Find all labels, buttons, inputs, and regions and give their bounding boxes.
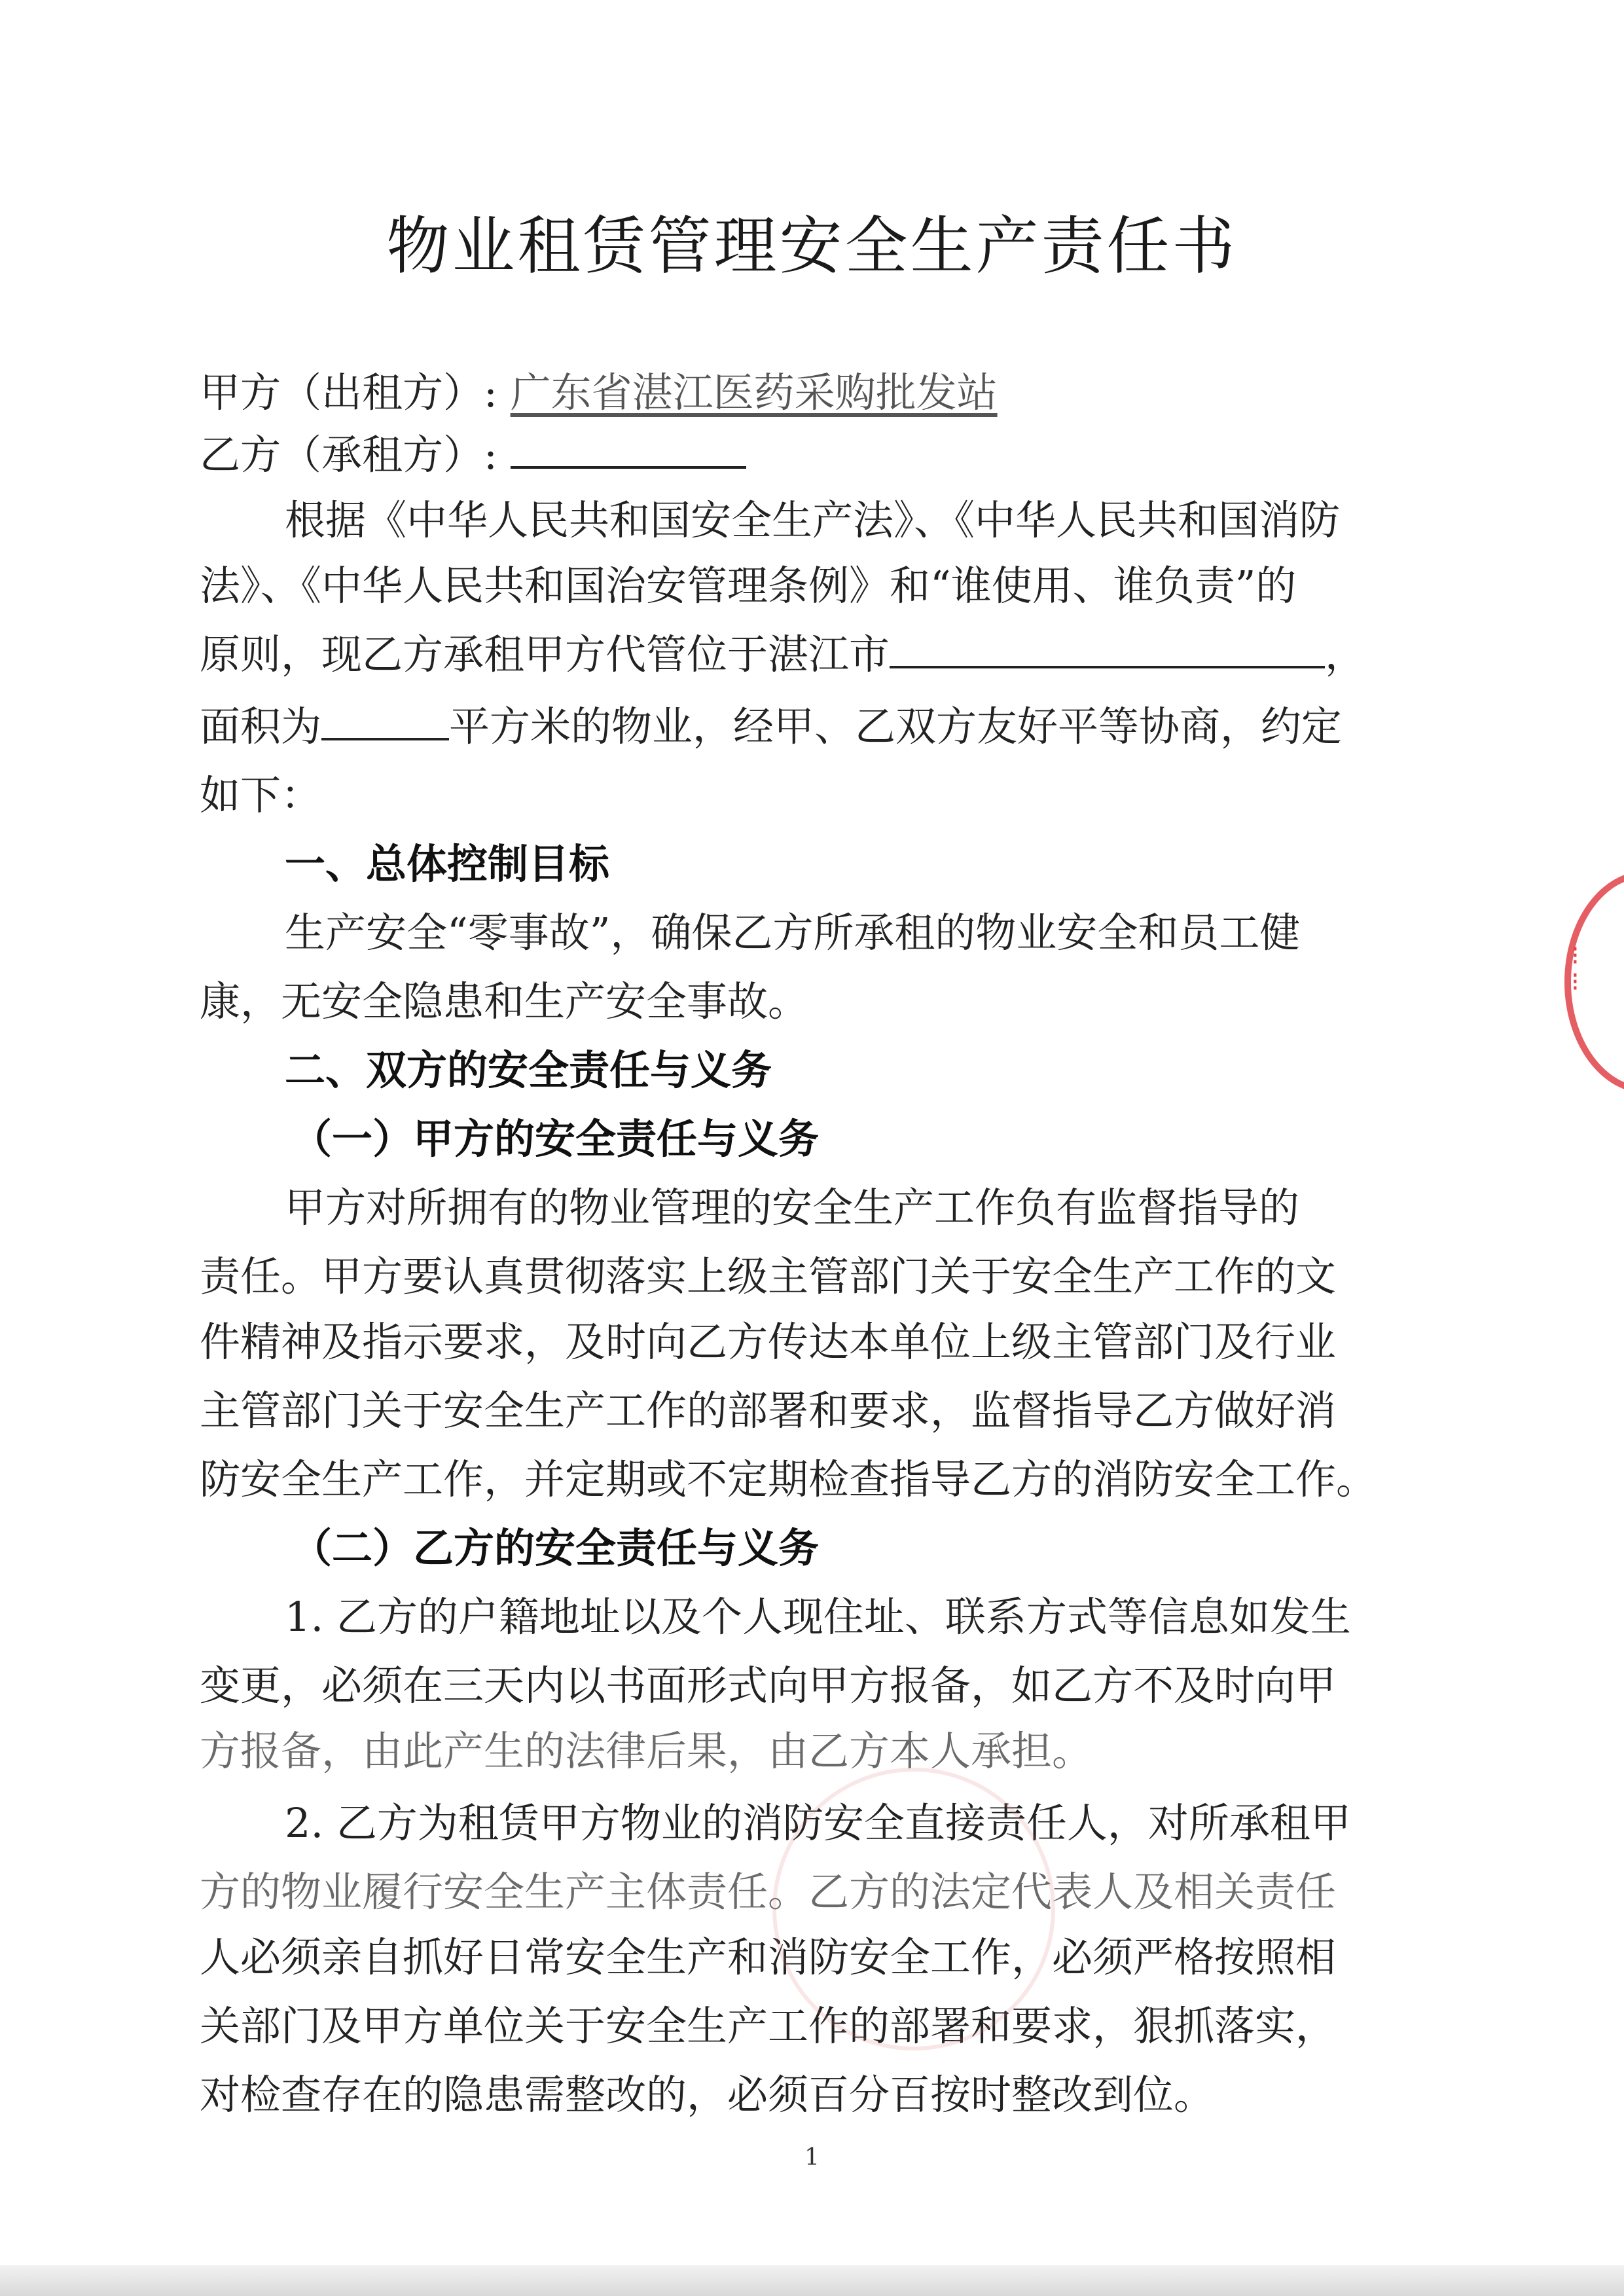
sub1-heading: （一）甲方的安全责任与义务	[291, 1115, 820, 1163]
item2-line-4: 关部门及甲方单位关于安全生产工作的部署和要求，狠抓落实，	[200, 2002, 1337, 2050]
party-a-value: 广东省湛江医药采购批发站	[510, 369, 998, 416]
party-b-blank	[511, 431, 746, 469]
item1-line-1: 1. 乙方的户籍地址以及个人现住址、联系方式等信息如发生	[285, 1593, 1351, 1641]
intro-line-5: 如下：	[200, 771, 322, 819]
party-b-label: 乙方（承租方）:	[200, 431, 497, 479]
sub1-body-2: 责任。甲方要认真贯彻落实上级主管部门关于安全生产工作的文	[200, 1252, 1337, 1300]
item2-line-3: 人必须亲自抓好日常安全生产和消防安全工作，必须严格按照相	[200, 1933, 1337, 1981]
section1-body-2: 康，无安全隐患和生产安全事故。	[200, 977, 809, 1025]
area-blank	[321, 702, 449, 740]
section2-heading: 二、双方的安全责任与义务	[285, 1046, 772, 1094]
address-blank	[890, 630, 1325, 668]
item2-line-1: 2. 乙方为租赁甲方物业的消防安全直接责任人，对所承租甲	[285, 1799, 1351, 1847]
intro-line-3-text: 原则，现乙方承租甲方代管位于湛江市	[200, 630, 890, 678]
scan-edge	[0, 2265, 1624, 2296]
section1-heading: 一、总体控制目标	[285, 840, 610, 888]
intro-line-4	[200, 691, 1430, 763]
intro-line-3	[200, 619, 1430, 691]
sub1-body-5: 防安全生产工作，并定期或不定期检查指导乙方的消防安全工作。	[200, 1455, 1377, 1503]
intro-line-4-end: 平方米的物业，经甲、乙双方友好平等协商，约定	[449, 702, 1343, 750]
intro-line-2: 法》、《中华人民共和国治安管理条例》和“谁使用、谁负责”的	[200, 562, 1297, 610]
intro-line-3-comma: ，	[1325, 630, 1366, 678]
party-a-label: 甲方（出租方）:	[200, 369, 497, 416]
sub2-heading: （二）乙方的安全责任与义务	[291, 1524, 820, 1572]
sub1-body-1: 甲方对所拥有的物业管理的安全生产工作负有监督指导的	[285, 1184, 1300, 1231]
section1-body-1: 生产安全“零事故”，确保乙方所承租的物业安全和员工健	[285, 909, 1301, 957]
party-a-line	[200, 357, 1430, 429]
seal-marks: ⁝ ⁝	[1571, 941, 1579, 997]
item2-line-5: 对检查存在的隐患需整改的，必须百分百按时整改到位。	[200, 2071, 1215, 2119]
page-number: 1	[804, 2144, 820, 2171]
sub1-body-4: 主管部门关于安全生产工作的部署和要求，监督指导乙方做好消	[200, 1387, 1337, 1434]
item2-line-2: 方的物业履行安全生产主体责任。乙方的法定代表人及相关责任	[200, 1868, 1337, 1916]
faint-seal-bleedthrough	[772, 1768, 1055, 2050]
document-title: 物业租赁管理安全生产责任书	[386, 210, 1238, 283]
item1-line-3: 方报备，由此产生的法律后果，由乙方本人承担。	[200, 1727, 1093, 1775]
item1-line-2: 变更，必须在三天内以书面形式向甲方报备，如乙方不及时向甲	[200, 1662, 1337, 1709]
party-b-line	[200, 419, 1430, 491]
intro-line-4-start: 面积为	[200, 702, 322, 750]
sub1-body-3: 件精神及指示要求，及时向乙方传达本单位上级主管部门及行业	[200, 1318, 1337, 1366]
intro-line-1: 根据《中华人民共和国安全生产法》、《中华人民共和国消防	[285, 496, 1341, 544]
